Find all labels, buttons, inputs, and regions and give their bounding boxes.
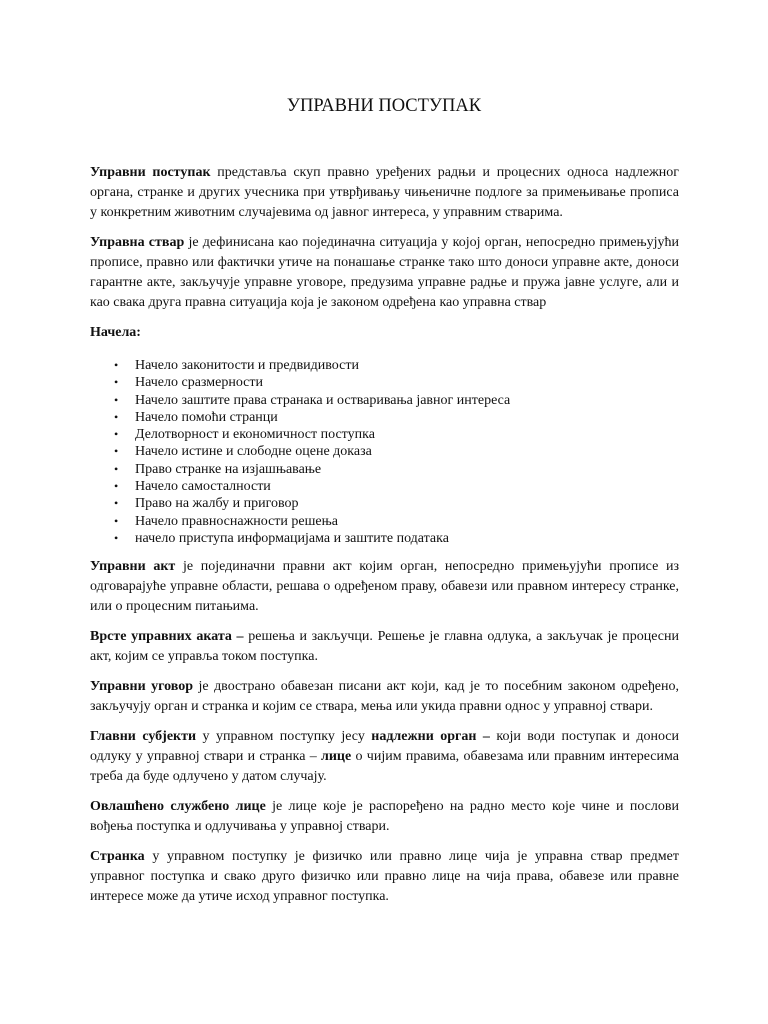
list-item — [90, 409, 679, 426]
term-party: Странка — [90, 849, 145, 865]
bullet-icon: • — [114, 427, 119, 442]
paragraph-administrative-matter — [90, 233, 679, 313]
term-administrative-contract: Управни уговор — [90, 679, 194, 695]
list-item-text: начело приступа информацијама и заштите података — [135, 530, 449, 546]
term-administrative-procedure: Управни поступак — [90, 165, 211, 180]
term-main-subjects: Главни субјекти — [90, 729, 197, 745]
bullet-icon: • — [114, 496, 119, 511]
list-item — [90, 443, 679, 460]
definition-party: у управном поступку је физичко или правно лице чија је управна ствар предмет управног поступка и свако друго физичко или правно лице на чија права, обавезе или правне интересе може да утиче исход управног поступка. — [90, 849, 679, 905]
list-item-text: Начело заштите права странака и остваривања јавног интереса — [135, 392, 511, 408]
list-item — [90, 495, 679, 512]
bullet-icon: • — [114, 461, 119, 476]
list-item — [90, 513, 679, 530]
bullet-icon: • — [114, 375, 119, 390]
list-item-text: Право странке на изјашњавање — [135, 461, 322, 477]
principles-heading: Начела: — [90, 325, 141, 340]
list-item-text: Начело самосталности — [135, 479, 271, 495]
paragraph-administrative-contract — [90, 677, 679, 717]
paragraph-types-of-acts — [90, 627, 679, 667]
bullet-icon: • — [114, 392, 119, 407]
list-item — [90, 530, 679, 547]
main-subjects-text-3: о чијим правима, обавезама или правним интересима треба да буде одлучено у датом случају. — [90, 749, 679, 785]
bullet-icon: • — [114, 358, 119, 372]
list-item — [90, 392, 679, 409]
main-subjects-text-1: у управном поступку јесу — [196, 729, 372, 745]
bullet-icon: • — [114, 409, 119, 424]
paragraph-party — [90, 847, 679, 907]
paragraph-authorized-official — [90, 797, 679, 837]
bullet-icon: • — [114, 479, 119, 494]
list-item-text: Начело правноснажности решења — [135, 513, 338, 529]
definition-authorized-official: је лице које је распоређено на радно место које чине и послови вођења поступка и одлучивања у управној ствари. — [90, 799, 679, 835]
bullet-icon: • — [114, 444, 119, 459]
list-item-text: Начело истине и слободне оцене доказа — [135, 444, 372, 460]
bullet-icon: • — [114, 530, 119, 545]
term-administrative-matter: Управна ствар — [90, 235, 185, 250]
list-item-text: Начело законитости и предвидивости — [135, 358, 359, 373]
paragraph-principles-heading — [90, 323, 679, 343]
definition-administrative-contract: је двострано обавезан писани акт који, кад је то посебним законом одређено, закључују орган и странка и којим се ствара, мења или укида правни однос у управној ствари. — [90, 679, 679, 715]
main-subjects-text-2: који води поступак и доноси одлуку у управној ствари и странка – — [90, 729, 680, 765]
list-item-text: Начело помоћи странци — [135, 409, 278, 425]
paragraph-administrative-procedure — [90, 163, 679, 223]
definition-types-of-acts: решења и закључци. Решење је главна одлука, а закључак је процесни акт, којим се управља током поступка. — [90, 629, 679, 665]
list-item-text: Право на жалбу и приговор — [135, 496, 299, 512]
list-item — [90, 374, 679, 391]
term-authorized-official: Овлашћено службено лице — [90, 799, 266, 815]
page-title: УПРАВНИ ПОСТУПАК — [286, 96, 482, 116]
definition-administrative-procedure: представља скуп правно уређених радњи и процесних односа надлежног органа, странке и других учесника при утврђивању чињеничне подлоге за примењивање прописа у конкретним животним случајевима од јавног интереса, у управним стварима. — [90, 165, 679, 220]
list-item — [90, 357, 679, 374]
definition-administrative-act: је појединачни правни акт којим орган, непосредно примењујући прописе из одговарајуће управне области, решава о одређеном праву, обавези или правном интересу странке, или о процесним питањима. — [90, 559, 679, 615]
term-administrative-act: Управни акт — [90, 559, 176, 575]
term-person: лице — [321, 749, 352, 765]
bullet-icon: • — [114, 513, 119, 528]
list-item — [90, 478, 679, 495]
term-competent-authority: надлежни орган – — [371, 729, 490, 745]
list-item-text: Начело сразмерности — [135, 375, 264, 391]
list-item — [90, 426, 679, 443]
term-types-of-acts: Врсте управних аката – — [90, 629, 244, 645]
paragraph-administrative-act — [90, 557, 679, 617]
paragraph-main-subjects — [90, 727, 679, 787]
document-body — [90, 163, 679, 917]
list-item — [90, 461, 679, 478]
list-item-text: Делотворност и економичност поступка — [135, 427, 375, 443]
definition-administrative-matter: је дефинисана као појединачна ситуација у којој орган, непосредно примењујући прописе, правно или фактички утиче на понашање странке тако што доноси управне акте, доноси гарантне акте, закључује управне уговоре, предузима управне радње и пружа јавне услуге, али и као свака друга правна ситуација која је законом одређена као управна ствар — [90, 235, 679, 310]
principles-list — [90, 357, 679, 547]
